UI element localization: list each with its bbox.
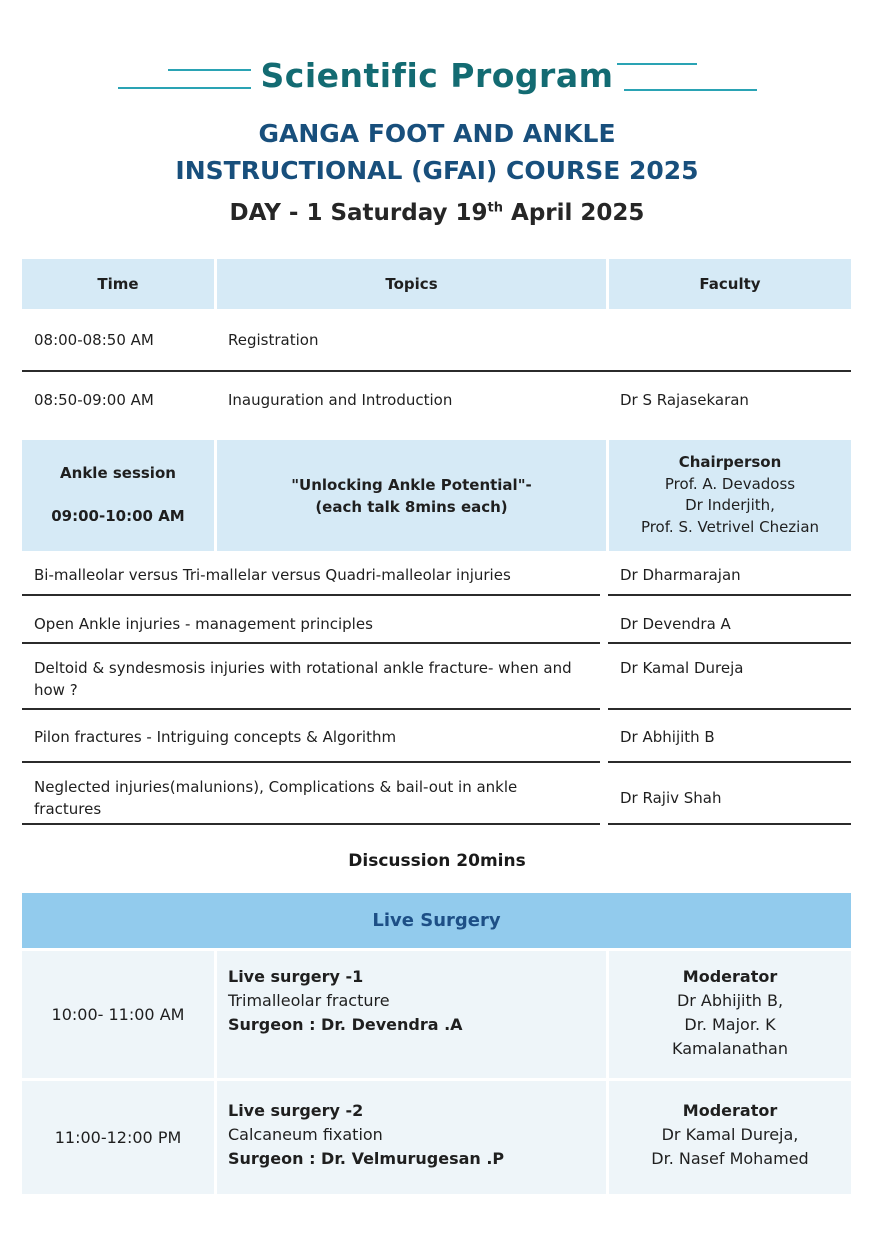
day-heading: DAY - 1 Saturday 19th April 2025 [229,200,645,226]
row-divider [22,370,851,372]
talk-topic: Neglected injuries(malunions), Complications & bail-out in ankle fractures [34,778,518,818]
program-title: Scientific Program [260,56,614,95]
moderator-name: Dr. Nasef Mohamed [651,1149,809,1168]
row-divider [608,823,851,825]
talk-topic: Open Ankle injuries - management principles [34,615,373,633]
session-chair-cell [609,440,851,551]
row-divider [608,761,851,763]
live-surgery-procedure: Calcaneum fixation [228,1125,383,1144]
talk-topic: Pilon fractures - Intriguing concepts & Algorithm [34,728,397,746]
row-divider [608,708,851,710]
talk-faculty: Dr Dharmarajan [620,566,741,584]
live-time-cell: 10:00- 11:00 AM [22,951,214,1078]
row-divider [22,761,600,763]
discussion-note: Discussion 20mins [348,851,526,871]
session-time: 09:00-10:00 AM [51,507,185,525]
talk-faculty: Dr Kamal Dureja [620,659,744,677]
row-divider [22,642,600,644]
table-row-topic: Inauguration and Introduction [228,391,453,409]
live-time-cell: 11:00-12:00 PM [22,1081,214,1194]
live-moderator-cell [609,951,851,1078]
live-surgery-title: Live surgery -2 [228,1101,364,1120]
header-time: Time [22,259,214,309]
header-topics: Topics [217,259,606,309]
live-surgery-surgeon: Surgeon : Dr. Velmurugesan .P [228,1149,505,1168]
moderator-label: Moderator [682,1101,778,1120]
moderator-name: Dr Kamal Dureja, [661,1125,799,1144]
session-time-cell [22,440,214,551]
chairperson-name: Dr Inderjith, [685,496,775,514]
table-row-time: 08:50-09:00 AM [34,391,154,409]
moderator-name: Kamalanathan [672,1039,788,1058]
talk-topic: Bi-malleolar versus Tri-mallelar versus Quadri-malleolar injuries [34,566,511,584]
table-row-time: 08:00-08:50 AM [34,331,154,349]
row-divider [22,823,600,825]
live-surgery-header: Live Surgery [22,893,851,948]
header-faculty: Faculty [609,259,851,309]
course-title-line2: INSTRUCTIONAL (GFAI) COURSE 2025 [175,156,699,185]
talk-faculty: Dr Rajiv Shah [620,789,722,807]
chairperson-name: Prof. A. Devadoss [664,474,796,493]
live-moderator-cell [609,1081,851,1194]
live-detail-cell [217,1081,606,1194]
moderator-name: Dr Abhijith B, [676,991,784,1010]
moderator-label: Moderator [682,967,778,986]
talk-faculty: Dr Abhijith B [620,728,715,746]
row-divider [608,594,851,596]
row-divider [22,594,600,596]
live-detail-cell [217,951,606,1078]
talk-faculty: Dr Devendra A [620,615,731,633]
table-row-faculty: Dr S Rajasekaran [620,391,749,409]
live-surgery-surgeon: Surgeon : Dr. Devendra .A [228,1015,463,1034]
moderator-name: Dr. Major. K [684,1015,776,1034]
row-divider [608,642,851,644]
table-row-topic: Registration [228,331,319,349]
session-name: Ankle session [60,464,176,482]
course-title-line1: GANGA FOOT AND ANKLE [258,119,616,148]
row-divider [22,708,600,710]
live-surgery-procedure: Trimalleolar fracture [228,991,390,1010]
session-subtitle: (each talk 8mins each) [315,497,508,516]
session-title: "Unlocking Ankle Potential"- [291,475,532,494]
talk-topic: Deltoid & syndesmosis injuries with rotational ankle fracture- when and how ? [34,659,572,699]
session-title-cell [217,440,606,551]
live-surgery-title: Live surgery -1 [228,967,364,986]
chairperson-name: Prof. S. Vetrivel Chezian [640,517,820,536]
chairperson-label: Chairperson [678,453,782,471]
